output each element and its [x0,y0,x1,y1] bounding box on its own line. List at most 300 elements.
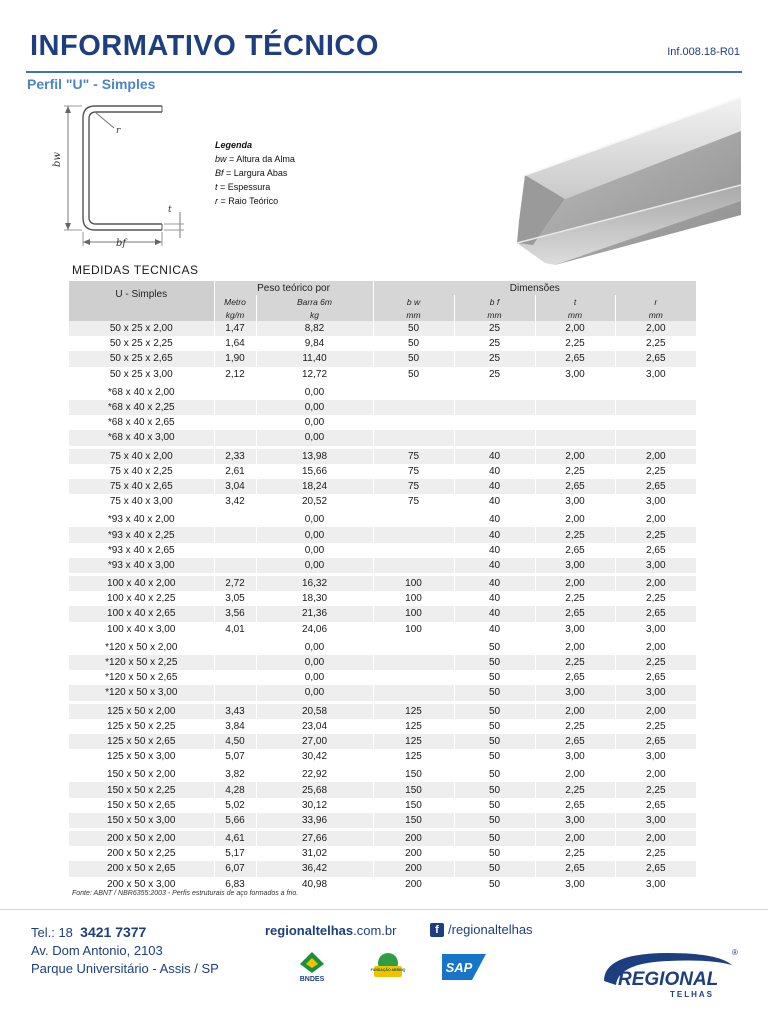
table-cell: 27,66 [256,831,373,846]
table-cell: 2,25 [535,782,615,797]
table-row [69,749,696,764]
table-cell: 16,32 [256,576,373,591]
table-cell [214,670,256,685]
table-cell [615,415,696,430]
table-cell: 4,28 [214,782,256,797]
table-row [69,464,696,479]
table-cell [214,543,256,558]
header-dimensions: Dimensões [373,281,696,295]
table-cell: 25 [454,336,535,351]
table-cell: 50 [454,749,535,764]
table-row [69,367,696,382]
table-cell: 2,25 [535,336,615,351]
table-cell: 6,83 [214,877,256,892]
table-cell: 200 x 50 x 3,00 [69,877,214,892]
header-unit: mm [535,308,615,321]
table-row [69,846,696,861]
table-cell: 2,25 [615,336,696,351]
table-cell: *93 x 40 x 3,00 [69,558,214,573]
table-cell: 75 x 40 x 2,00 [69,449,214,464]
title-divider [26,71,742,73]
table-cell: *120 x 50 x 2,25 [69,655,214,670]
table-row [69,798,696,813]
svg-text:®: ® [732,948,738,957]
table-cell: 23,04 [256,719,373,734]
table-cell: 40 [454,576,535,591]
table-cell: 2,65 [615,798,696,813]
header-weight: Peso teórico por [214,281,373,295]
table-cell: 2,65 [615,351,696,366]
svg-text:REGIONAL: REGIONAL [618,969,719,990]
table-cell: 200 x 50 x 2,65 [69,861,214,876]
table-row [69,767,696,782]
table-cell: 36,42 [256,861,373,876]
table-cell: 3,82 [214,767,256,782]
table-row [69,385,696,400]
table-cell: 3,05 [214,591,256,606]
table-cell: 1,64 [214,336,256,351]
footer-divider [0,909,768,910]
table-cell: 50 [454,861,535,876]
table-cell: 31,02 [256,846,373,861]
table-cell: 150 x 50 x 2,00 [69,767,214,782]
section-label: MEDIDAS TECNICAS [72,263,199,277]
table-cell: 50 [454,877,535,892]
table-cell [373,685,454,700]
table-row [69,704,696,719]
table-cell [214,400,256,415]
website-link[interactable]: regionaltelhas.com.br [265,923,397,938]
table-cell [615,430,696,445]
table-cell: 5,17 [214,846,256,861]
table-cell [535,400,615,415]
table-cell: 125 x 50 x 2,00 [69,704,214,719]
table-cell [454,415,535,430]
table-cell: 13,98 [256,449,373,464]
table-cell: 100 [373,606,454,621]
table-cell: 2,65 [535,606,615,621]
fundacao-abrinq-logo [368,951,408,983]
table-cell: 30,12 [256,798,373,813]
header-unit-blank [69,308,214,321]
table-cell: 3,43 [214,704,256,719]
table-cell: 2,25 [615,591,696,606]
table-body [69,321,696,892]
facebook-link[interactable]: f /regionaltelhas [430,922,533,937]
table-cell: 2,00 [615,640,696,655]
table-cell: 22,92 [256,767,373,782]
table-cell: 0,00 [256,685,373,700]
table-cell: 1,47 [214,321,256,336]
table-row [69,558,696,573]
table-cell: 125 [373,734,454,749]
table-cell: 40 [454,591,535,606]
table-cell: 2,25 [615,846,696,861]
table-cell: 20,58 [256,704,373,719]
table-cell: 150 [373,767,454,782]
table-row [69,670,696,685]
table-cell [454,430,535,445]
table-cell: 2,25 [615,719,696,734]
header-bw: b w [373,295,454,308]
partner-logos [290,951,486,983]
table-cell: 40 [454,479,535,494]
table-row [69,861,696,876]
table-cell: 25 [454,321,535,336]
table-cell: 50 x 25 x 2,65 [69,351,214,366]
table-cell: 125 [373,704,454,719]
table-cell: 3,00 [615,367,696,382]
table-cell: 50 x 25 x 3,00 [69,367,214,382]
header-metro: Metro [214,295,256,308]
table-cell: 75 [373,494,454,509]
table-cell: 50 [373,336,454,351]
table-cell: 18,30 [256,591,373,606]
table-cell: 40 [454,606,535,621]
table-cell: 50 [454,719,535,734]
table-cell: 2,00 [615,321,696,336]
u-profile-drawing [40,100,195,250]
table-row [69,527,696,542]
table-cell: 0,00 [256,670,373,685]
table-cell [615,385,696,400]
table-cell: 21,36 [256,606,373,621]
table-cell: 0,00 [256,640,373,655]
table-cell: 200 x 50 x 2,00 [69,831,214,846]
table-row [69,606,696,621]
table-cell [454,385,535,400]
table-cell [535,415,615,430]
source-note: Fonte: ABNT / NBR6355:2003 - Perfis estruturais de aço formados a frio. [72,890,299,897]
table-cell [214,385,256,400]
page-subtitle: Perfil "U" - Simples [27,76,156,92]
table-cell: 2,00 [535,512,615,527]
table-cell: 40 [454,527,535,542]
header-unit: mm [454,308,535,321]
table-cell: 75 [373,449,454,464]
table-cell: 125 x 50 x 2,65 [69,734,214,749]
table-row [69,640,696,655]
table-cell: 50 [454,831,535,846]
table-cell: *93 x 40 x 2,65 [69,543,214,558]
address-line: Parque Universitário - Assis / SP [31,961,219,976]
table-cell: 50 [454,685,535,700]
table-cell: 0,00 [256,543,373,558]
table-cell: 40,98 [256,877,373,892]
table-cell: 2,25 [615,655,696,670]
contact-info [31,923,219,978]
table-cell: 2,00 [535,831,615,846]
table-cell: 2,00 [615,449,696,464]
technical-table [69,281,696,892]
table-row [69,512,696,527]
table-row [69,449,696,464]
table-cell: *68 x 40 x 2,65 [69,415,214,430]
table-cell: 50 [373,321,454,336]
table-cell: 40 [454,449,535,464]
table-cell: 2,65 [615,479,696,494]
table-cell: 2,12 [214,367,256,382]
table-row [69,321,696,336]
table-cell: 0,00 [256,415,373,430]
table-cell: 2,00 [615,704,696,719]
table-cell: 50 [454,846,535,861]
table-cell: 200 [373,877,454,892]
table-cell: 40 [454,494,535,509]
table-cell: 2,25 [535,719,615,734]
table-cell: 3,00 [615,494,696,509]
table-cell: 3,04 [214,479,256,494]
table-cell: 2,25 [535,655,615,670]
table-row [69,655,696,670]
table-cell: 50 [373,367,454,382]
table-cell: *93 x 40 x 2,25 [69,527,214,542]
table-cell: 4,01 [214,622,256,637]
table-cell: 75 x 40 x 3,00 [69,494,214,509]
table-cell: 200 [373,831,454,846]
table-cell: 3,00 [535,622,615,637]
address-line: Av. Dom Antonio, 2103 [31,943,163,958]
table-cell: 100 x 40 x 2,65 [69,606,214,621]
table-cell: 200 [373,846,454,861]
table-cell [373,512,454,527]
bndes-logo [290,951,334,983]
table-cell: 6,07 [214,861,256,876]
table-cell: 11,40 [256,351,373,366]
table-cell: 27,00 [256,734,373,749]
table-cell: 2,00 [615,512,696,527]
svg-text:BNDES: BNDES [299,976,325,983]
table-cell: 3,56 [214,606,256,621]
table-cell: 9,84 [256,336,373,351]
regional-telhas-logo [598,945,743,1011]
table-cell: 2,65 [535,543,615,558]
table-cell: 33,96 [256,813,373,828]
table-cell: 50 [454,640,535,655]
sap-logo [442,954,486,980]
table-cell: 4,50 [214,734,256,749]
table-cell: 3,00 [615,813,696,828]
table-cell: 2,00 [615,767,696,782]
table-cell [535,385,615,400]
table-cell: 24,06 [256,622,373,637]
header-barra: Barra 6m [256,295,373,308]
table-row [69,430,696,445]
table-cell: 2,65 [615,606,696,621]
table-cell: 50 [454,767,535,782]
table-cell [214,527,256,542]
u-profile-photo [505,95,741,275]
table-cell: *68 x 40 x 2,00 [69,385,214,400]
table-cell: *120 x 50 x 2,00 [69,640,214,655]
table-cell: 0,00 [256,512,373,527]
table-cell: 2,33 [214,449,256,464]
table-cell [373,640,454,655]
table-cell: 125 [373,719,454,734]
table-cell: 150 x 50 x 2,25 [69,782,214,797]
table-cell: 20,52 [256,494,373,509]
table-cell: 50 [373,351,454,366]
table-cell: 2,65 [615,543,696,558]
table-cell [615,400,696,415]
table-cell: 75 x 40 x 2,25 [69,464,214,479]
table-row [69,494,696,509]
table-cell: 2,65 [535,798,615,813]
table-row [69,719,696,734]
table-cell [373,543,454,558]
table-row [69,782,696,797]
table-cell: *120 x 50 x 3,00 [69,685,214,700]
table-cell: 100 [373,622,454,637]
table-cell: 2,00 [615,576,696,591]
table-cell: 3,00 [535,685,615,700]
table-cell: 25,68 [256,782,373,797]
table-cell: 2,25 [535,464,615,479]
table-cell [214,430,256,445]
table-row [69,685,696,700]
table-row [69,400,696,415]
table-cell: 2,00 [535,640,615,655]
table-cell: 125 x 50 x 3,00 [69,749,214,764]
table-cell: 100 x 40 x 2,00 [69,576,214,591]
document-code: Inf.008.18-R01 [667,46,740,58]
table-cell: 2,25 [615,782,696,797]
table-cell: 3,00 [535,749,615,764]
t-label: t [168,205,172,215]
table-cell: 125 [373,749,454,764]
table-row [69,622,696,637]
table-cell: 50 [454,813,535,828]
table-cell [373,655,454,670]
table-row [69,734,696,749]
table-cell: 100 [373,576,454,591]
table-cell: 18,24 [256,479,373,494]
table-cell: 50 x 25 x 2,00 [69,321,214,336]
table-cell: *68 x 40 x 3,00 [69,430,214,445]
header-t: t [535,295,615,308]
table-cell: 3,00 [535,813,615,828]
table-cell: 2,65 [535,734,615,749]
table-cell: 2,65 [615,734,696,749]
table-cell: 100 [373,591,454,606]
header-bf: b f [454,295,535,308]
table-cell: 5,66 [214,813,256,828]
table-cell [214,512,256,527]
table-cell [214,655,256,670]
table-cell [454,400,535,415]
table-cell: 4,61 [214,831,256,846]
table-cell: 2,65 [535,670,615,685]
table-cell [214,640,256,655]
table-cell: 1,90 [214,351,256,366]
table-row [69,479,696,494]
phone: Tel.: 18 3421 7377 [31,924,147,940]
table-cell: 100 x 40 x 2,25 [69,591,214,606]
table-cell: 2,00 [535,576,615,591]
table-cell [373,670,454,685]
table-cell: 2,25 [535,527,615,542]
r-label: r [116,126,121,136]
table-cell: 2,65 [535,351,615,366]
table-cell [373,415,454,430]
table-row [69,415,696,430]
table-cell: 50 [454,670,535,685]
table-cell: 0,00 [256,527,373,542]
table-cell: 2,72 [214,576,256,591]
table-cell: 50 [454,782,535,797]
table-cell: 2,25 [615,464,696,479]
table-cell: 200 [373,861,454,876]
table-row [69,543,696,558]
facebook-icon: f [430,923,444,937]
header-unit: mm [615,308,696,321]
legend [215,138,295,208]
table-row [69,831,696,846]
table-cell: 15,66 [256,464,373,479]
table-cell: 75 x 40 x 2,65 [69,479,214,494]
table-cell: 3,00 [615,877,696,892]
table-cell: 125 x 50 x 2,25 [69,719,214,734]
table-cell: 2,00 [615,831,696,846]
table-cell: 2,00 [535,767,615,782]
table-cell [535,430,615,445]
table-row [69,591,696,606]
table-cell [214,685,256,700]
header-unit: kg [256,308,373,321]
table-cell: 2,25 [615,527,696,542]
header-unit: kg/m [214,308,256,321]
table-cell: 150 [373,813,454,828]
table-cell: 150 x 50 x 2,65 [69,798,214,813]
table-cell: 3,00 [535,877,615,892]
table-cell: 40 [454,558,535,573]
bf-label: bf [116,238,127,249]
table-cell: 25 [454,367,535,382]
bw-label: bw [52,152,63,167]
svg-text:TELHAS: TELHAS [670,990,714,999]
table-cell: 5,02 [214,798,256,813]
page-title: INFORMATIVO TÉCNICO [30,30,379,62]
table-cell: 200 x 50 x 2,25 [69,846,214,861]
footer [0,905,768,1024]
legend-item: r = Raio Teórico [215,196,279,206]
table-cell: 0,00 [256,385,373,400]
table-row [69,576,696,591]
table-cell [373,400,454,415]
table-cell: 40 [454,464,535,479]
table-cell: 3,84 [214,719,256,734]
table-cell [373,527,454,542]
table-cell: 0,00 [256,430,373,445]
table-cell [373,385,454,400]
table-cell: 0,00 [256,655,373,670]
table-cell: 3,42 [214,494,256,509]
legend-item: t = Espessura [215,182,271,192]
table-cell [214,415,256,430]
table-cell: 2,00 [535,449,615,464]
table-cell: 2,65 [615,670,696,685]
legend-item: Bf = Largura Abas [215,168,288,178]
table-cell: 75 [373,464,454,479]
table-cell: 2,25 [535,846,615,861]
table-cell: 150 [373,798,454,813]
table-cell: 2,65 [535,861,615,876]
table-cell: 75 [373,479,454,494]
table-cell: 3,00 [615,622,696,637]
table-cell: 2,00 [535,321,615,336]
table-cell [373,558,454,573]
table-cell [214,558,256,573]
